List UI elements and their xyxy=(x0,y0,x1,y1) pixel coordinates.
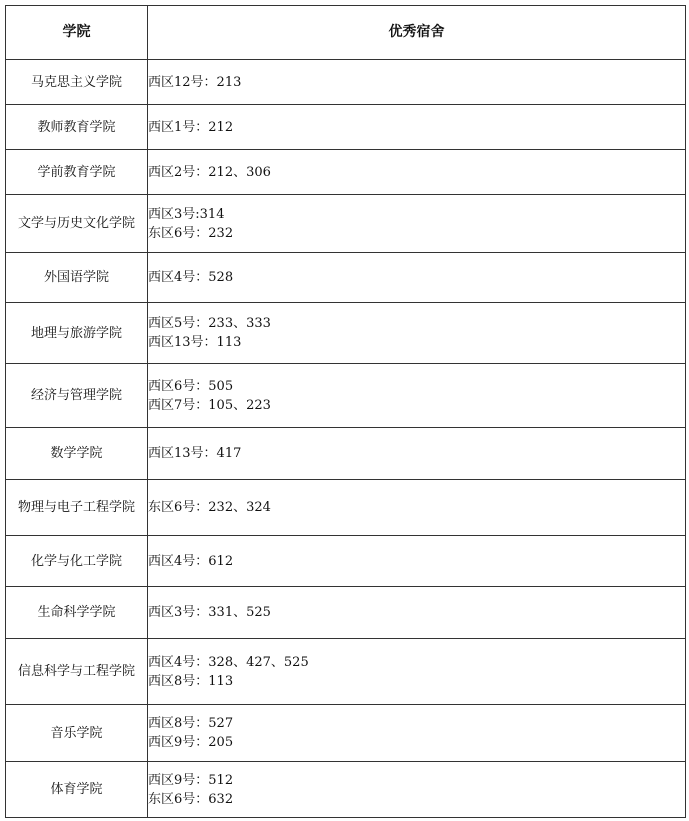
dorm-table xyxy=(5,5,686,818)
room-line: 西区1号：212 xyxy=(148,119,234,135)
room-line: 西区2号：212、306 xyxy=(148,164,271,180)
table-row xyxy=(6,705,686,762)
table-row xyxy=(6,60,686,105)
room-line: 西区13号：417 xyxy=(148,446,242,461)
rooms-cell xyxy=(148,705,686,762)
college-cell: 信息科学与工程学院 xyxy=(6,639,148,705)
room-line: 东区6号：632 xyxy=(148,791,234,807)
college-cell: 经济与管理学院 xyxy=(6,364,148,428)
room-line: 西区6号：505 xyxy=(148,378,234,394)
room-line: 西区13号：113 xyxy=(148,335,242,350)
table-row xyxy=(6,253,686,303)
room-line: 西区8号：113 xyxy=(148,673,234,689)
college-cell: 数学学院 xyxy=(6,428,148,480)
college-cell: 音乐学院 xyxy=(6,705,148,762)
rooms-cell xyxy=(148,639,686,705)
college-cell: 地理与旅游学院 xyxy=(6,303,148,364)
college-cell: 外国语学院 xyxy=(6,253,148,303)
room-line: 西区4号：612 xyxy=(148,553,234,569)
room-line: 西区4号：328、427、525 xyxy=(148,654,309,670)
rooms-cell xyxy=(148,428,686,480)
college-cell: 生命科学学院 xyxy=(6,587,148,639)
rooms-cell xyxy=(148,303,686,364)
rooms-cell xyxy=(148,253,686,303)
rooms-cell xyxy=(148,480,686,536)
table-row xyxy=(6,428,686,480)
room-line: 西区4号：528 xyxy=(148,270,234,285)
table-row xyxy=(6,587,686,639)
room-line: 西区9号：512 xyxy=(148,772,234,788)
college-cell: 文学与历史文化学院 xyxy=(6,195,148,253)
college-cell: 物理与电子工程学院 xyxy=(6,480,148,536)
table-row xyxy=(6,762,686,818)
room-line: 西区7号：105、223 xyxy=(148,397,271,413)
table-row xyxy=(6,105,686,150)
room-line: 西区3号：331、525 xyxy=(148,605,271,620)
header-row xyxy=(6,6,686,60)
room-line: 西区3号:314 xyxy=(148,206,225,222)
rooms-cell xyxy=(148,150,686,195)
college-cell: 马克思主义学院 xyxy=(6,60,148,105)
room-line: 西区12号：213 xyxy=(148,74,242,90)
table-row xyxy=(6,303,686,364)
rooms-cell xyxy=(148,364,686,428)
rooms-cell xyxy=(148,587,686,639)
room-line: 西区8号：527 xyxy=(148,716,234,731)
header-college: 学院 xyxy=(6,6,148,60)
table-row xyxy=(6,195,686,253)
college-cell: 化学与化工学院 xyxy=(6,536,148,587)
college-cell: 教师教育学院 xyxy=(6,105,148,150)
header-dorm: 优秀宿舍 xyxy=(148,6,686,60)
college-cell: 体育学院 xyxy=(6,762,148,818)
table-row xyxy=(6,536,686,587)
rooms-cell xyxy=(148,762,686,818)
rooms-cell xyxy=(148,195,686,253)
table-row xyxy=(6,150,686,195)
rooms-cell xyxy=(148,60,686,105)
rooms-cell xyxy=(148,105,686,150)
room-line: 西区5号：233、333 xyxy=(148,316,271,331)
table-row xyxy=(6,364,686,428)
college-cell: 学前教育学院 xyxy=(6,150,148,195)
table-row xyxy=(6,480,686,536)
rooms-cell xyxy=(148,536,686,587)
room-line: 东区6号：232 xyxy=(148,225,234,241)
room-line: 东区6号：232、324 xyxy=(148,500,271,515)
table-row xyxy=(6,639,686,705)
room-line: 西区9号：205 xyxy=(148,735,234,750)
